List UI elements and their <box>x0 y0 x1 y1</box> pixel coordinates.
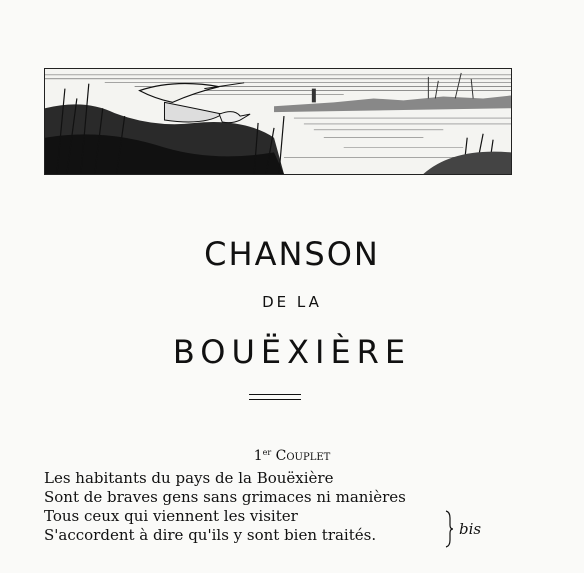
title-double-rule-bottom <box>249 399 301 400</box>
heron-figure <box>140 83 251 123</box>
verse-block <box>44 469 484 545</box>
verse-line-1: Les habitants du pays de la Bouëxière <box>44 469 334 487</box>
title-line-bouexiere: BOUËXIÈRE <box>172 333 412 371</box>
couplet-number: 1 <box>253 448 263 464</box>
title-double-rule-top <box>249 394 301 395</box>
marsh-heron-illustration <box>44 68 512 175</box>
verse-line-4: S'accordent à dire qu'ils y sont bien traités. <box>44 526 377 544</box>
repeat-mark-bis: bis <box>459 520 482 538</box>
couplet-ordinal-suffix: er <box>262 448 272 457</box>
title-line-de-la: DE LA <box>262 293 322 311</box>
verse-line-2: Sont de braves gens sans grimaces ni manières <box>44 488 406 506</box>
couplet-heading <box>0 444 584 465</box>
verse-line-3: Tous ceux qui viennent les visiter <box>44 507 298 525</box>
repeat-brace-icon <box>444 510 454 548</box>
engraving-image <box>45 69 511 174</box>
couplet-label: Couplet <box>275 448 331 464</box>
title-line-chanson: CHANSON <box>204 235 380 273</box>
